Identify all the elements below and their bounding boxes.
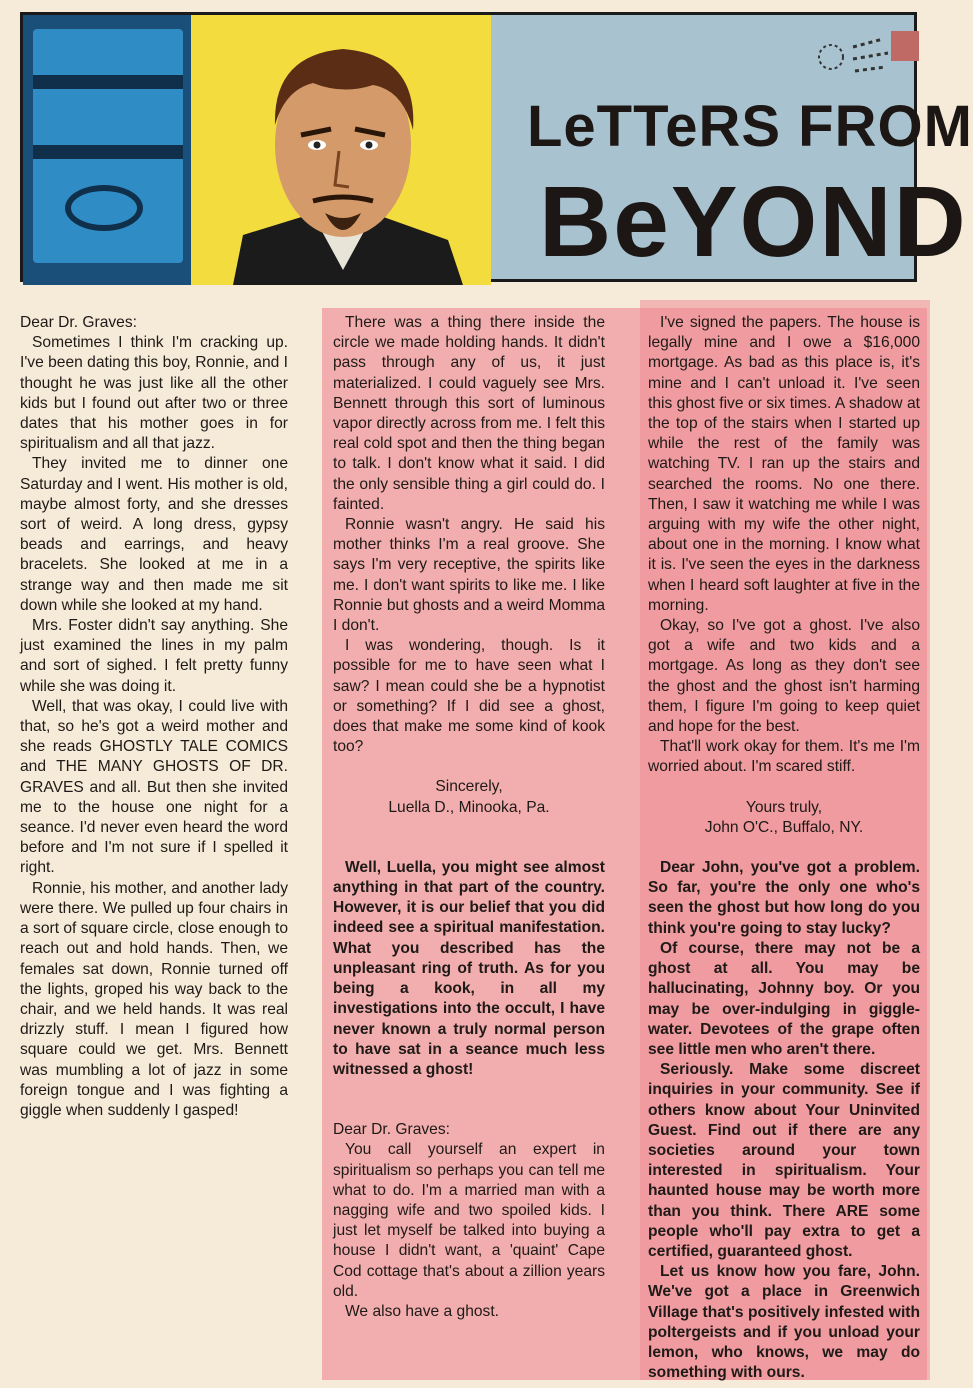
letter-1-signature: Luella D., Minooka, Pa. <box>388 798 550 816</box>
letter-2-paragraph: I've signed the papers. The house is legally mine and I owe a $16,000 mortgage. As bad as this place is, it's mine and I can't unload it. I've seen this ghost five or six times. A shadow at the top of the stairs when I started up while the rest of the family was watching TV. I ran up the stairs and searched the rooms. No one there. Then, I saw it watching me while I was arguing with my wife the other night, about one in the morning. I know what it is. I've seen the eyes in the darkness when I heard soft laughter at five in the morning. <box>648 314 920 614</box>
title-line-2: BeYOND <box>539 166 968 278</box>
letter-2-paragraph: We also have a ghost. <box>345 1302 500 1320</box>
reply-1-text: Well, Luella, you might see almost anything in that part of the country. However, it is our belief that you did indeed see a spiritual manifestation. What you described has the unpleasant ring of truth. As for you being a kook, in all my investigations into the occult, I have never known a truly normal person to have sat in a seance much less witnessed a ghost! <box>333 858 605 1078</box>
letter-1-paragraph: Well, that was okay, I could live with that, so he's got a weird mother and she reads GHOSTLY TALE COMICS and THE MANY GHOSTS OF DR. GRAVES and all. But then she invited me to the house one night for a seance. I'd never even heard the word before and I'm not sure if I spelled it right. <box>20 697 288 877</box>
letter-2-closing: Yours truly, <box>745 798 823 816</box>
column-2 <box>333 313 605 1322</box>
letter-2-salutation: Dear Dr. Graves: <box>333 1121 450 1139</box>
reply-1 <box>333 858 605 1080</box>
letter-2-signature: John O'C., Buffalo, NY. <box>704 818 864 836</box>
column-1 <box>20 313 288 1121</box>
reply-2-paragraph: Let us know how you fare, John. We've got a place in Greenwich Village that's positively infested with poltergeists and if you unload your lemon, who knows, we may do something with ours. <box>648 1263 920 1382</box>
reply-2-paragraph: Of course, there may not be a ghost at all. You may be hallucinating, Johnny boy. Or you may be over-indulging in giggle-water. Devotees of the grape often see little men who aren't there. <box>648 939 920 1058</box>
letter-1-paragraph: Sometimes I think I'm cracking up. I've been dating this boy, Ronnie, and I thought he was just like all the other kids but I found out after two or three dates that his mother goes in for spiritualism and all that jazz. <box>20 334 288 453</box>
title-area <box>503 15 973 285</box>
letter-2-paragraph: Okay, so I've got a ghost. I've also got a wife and two kids and a mortgage. As long as they don't see the ghost and the ghost isn't harming them, I figure I'm going to keep quiet and hope for the best. <box>648 617 920 736</box>
letter-1-paragraph: Mrs. Foster didn't say anything. She just examined the lines in my palm and sort of sighed. I felt pretty funny while she was doing it. <box>20 617 288 695</box>
letter-1-paragraph: Ronnie, his mother, and another lady were there. We pulled up four chairs in a sort of square circle, close enough to reach out and hold hands. Then, we females sat down, Ronnie turned off the lights, groped his way back to the chair, and we held hands. It was real drizzly stuff. I mean I figured how square could we get. Mrs. Bennett was mumbling a lot of jazz in some foreign tongue and I was fighting a giggle when suddenly I gasped! <box>20 879 288 1119</box>
letter-1-closing: Sincerely, <box>435 778 503 796</box>
title-line-1: LeTTeRS FROM <box>527 94 973 159</box>
totem-band <box>33 75 183 89</box>
totem-illustration <box>23 15 199 285</box>
totem-eye-icon <box>65 185 143 231</box>
letter-2-paragraph: That'll work okay for them. It's me I'm worried about. I'm scared stiff. <box>648 738 920 776</box>
column-3 <box>648 313 920 1383</box>
host-portrait-illustration <box>213 35 473 285</box>
reply-2-paragraph: Dear John, you've got a problem. So far, you're the only one who's seen the ghost but how long do you think you're going to stay lucky? <box>648 859 920 937</box>
letter-1-paragraph: They invited me to dinner one Saturday and I went. His mother is old, maybe almost forty, and she dresses sort of weird. A long dress, gypsy beads and earrings, and heavy bracelets. She looked at me in a strange way and then made me sit down while she looked at my hand. <box>20 455 288 614</box>
header-panel <box>20 12 973 282</box>
letter-2-paragraph: You call yourself an expert in spiritualism so perhaps you can tell me what to do. I'm a married man with a nagging wife and two spoiled kids. I just let myself be talked into buying a house I didn't want, a 'quaint' Cape Cod cottage that's about a zillion years old. <box>333 1141 605 1300</box>
letter-1-salutation: Dear Dr. Graves: <box>20 314 137 331</box>
letter-1-paragraph: I was wondering, though. Is it possible for me to have seen what I saw? I mean could she be a hypnotist or something? If I did see a ghost, does that make me some kind of kook too? <box>333 637 605 756</box>
totem-band <box>33 145 183 159</box>
letter-1-paragraph: Ronnie wasn't angry. He said his mother thinks I'm a real groove. She says I'm very receptive, the spirits like me. I don't want spirits to like me. I like Ronnie but ghosts and a weird Momma I don't. <box>333 516 605 635</box>
reply-2-paragraph: Seriously. Make some discreet inquiries in your community. See if others know about Your Uninvited Guest. Find out if there are any societies around your town interested in spiritualism. Your haunted house may be worth more than you think. There ARE some people who'll pay extra to get a certified, guaranteed ghost. <box>648 1061 920 1260</box>
reply-2 <box>648 858 920 1383</box>
letter-1-paragraph: There was a thing there inside the circle we made holding hands. It didn't pass through any of us, it just materialized. I could vaguely see Mrs. Bennett through this sort of luminous vapor directly across from me. I felt this real cold spot and then the thing began to talk. I don't know what it said. I did the only sensible thing a girl could do. I fainted. <box>333 314 605 513</box>
